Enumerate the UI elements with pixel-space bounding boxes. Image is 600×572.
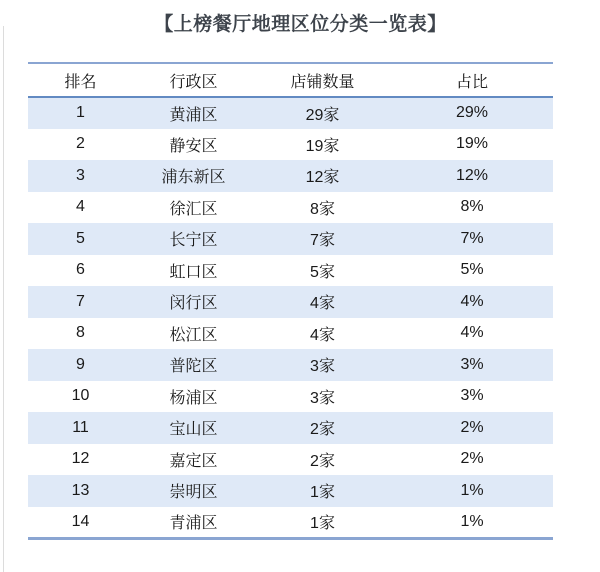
cell-rank: 4	[76, 198, 85, 216]
table-row	[28, 129, 553, 161]
cell-rank: 8	[76, 324, 85, 342]
cell-rank: 10	[71, 387, 90, 405]
cell-district: 松江区	[169, 326, 218, 344]
cell-rank: 3	[76, 166, 85, 184]
table-row	[28, 381, 553, 413]
table-row	[28, 192, 553, 224]
cell-share: 4%	[460, 292, 484, 310]
table-row	[28, 412, 553, 444]
cell-share: 1%	[460, 481, 484, 499]
cell-share: 3%	[460, 387, 484, 405]
cell-rank: 2	[76, 135, 85, 153]
header-row	[28, 63, 553, 97]
cell-rank: 6	[76, 261, 85, 279]
cell-share: 1%	[460, 512, 484, 530]
cell-share: 4%	[460, 324, 484, 342]
cell-district: 崇明区	[169, 484, 218, 502]
cell-rank: 7	[76, 292, 85, 310]
cell-count: 19家	[305, 137, 340, 155]
cell-count: 3家	[310, 358, 335, 376]
cell-rank: 9	[76, 355, 85, 373]
cell-rank: 1	[76, 104, 85, 122]
cell-count: 3家	[310, 389, 335, 407]
cell-count: 4家	[310, 326, 335, 344]
cell-count: 8家	[310, 200, 335, 218]
table-title: 【上榜餐厅地理区位分类一览表】	[154, 14, 447, 35]
cell-count: 2家	[310, 421, 335, 439]
cell-district: 普陀区	[169, 358, 218, 376]
table-header	[28, 63, 553, 97]
cell-count: 29家	[305, 106, 340, 124]
table-row	[28, 97, 553, 129]
cell-share: 5%	[460, 261, 484, 279]
table-row	[28, 507, 553, 539]
table-row	[28, 160, 553, 192]
cell-share: 3%	[460, 355, 484, 373]
column-header-share: 占比	[391, 63, 553, 97]
cell-share: 12%	[455, 166, 489, 184]
column-header-district: 行政区	[133, 63, 254, 97]
cell-share: 29%	[455, 104, 489, 122]
table-row	[28, 349, 553, 381]
cell-count: 4家	[310, 295, 335, 313]
cell-rank: 11	[72, 418, 89, 436]
cell-share: 19%	[455, 135, 489, 153]
cell-rank: 5	[76, 229, 85, 247]
cell-district: 嘉定区	[169, 452, 218, 470]
cell-count: 5家	[310, 263, 335, 281]
cell-share: 8%	[460, 198, 484, 216]
table-row	[28, 475, 553, 507]
table-row	[28, 444, 553, 476]
cell-count: 7家	[310, 232, 335, 250]
cell-count: 1家	[310, 484, 335, 502]
cell-share: 2%	[460, 450, 484, 468]
cell-share: 2%	[460, 418, 484, 436]
cell-district: 静安区	[169, 137, 218, 155]
cell-count: 1家	[310, 515, 335, 532]
cell-count: 12家	[305, 169, 340, 187]
cell-district: 黄浦区	[169, 106, 218, 124]
cell-district: 闵行区	[169, 295, 218, 313]
cell-district: 青浦区	[169, 515, 218, 532]
cell-rank: 12	[71, 450, 90, 468]
table-body	[28, 97, 553, 538]
table-row	[28, 286, 553, 318]
cell-district: 长宁区	[169, 232, 218, 250]
cell-district: 徐汇区	[169, 200, 218, 218]
cell-count: 2家	[310, 452, 335, 470]
cell-district: 宝山区	[169, 421, 218, 439]
table-row	[28, 318, 553, 350]
district-table	[28, 62, 553, 540]
page-edge-line	[3, 26, 4, 572]
table-row	[28, 255, 553, 287]
cell-district: 虹口区	[169, 263, 218, 281]
cell-rank: 13	[71, 481, 90, 499]
cell-district: 浦东新区	[161, 169, 226, 187]
column-header-count: 店铺数量	[254, 63, 391, 97]
column-header-rank: 排名	[28, 63, 133, 97]
cell-district: 杨浦区	[169, 389, 218, 407]
cell-share: 7%	[460, 229, 484, 247]
table-row	[28, 223, 553, 255]
cell-rank: 14	[71, 512, 90, 530]
